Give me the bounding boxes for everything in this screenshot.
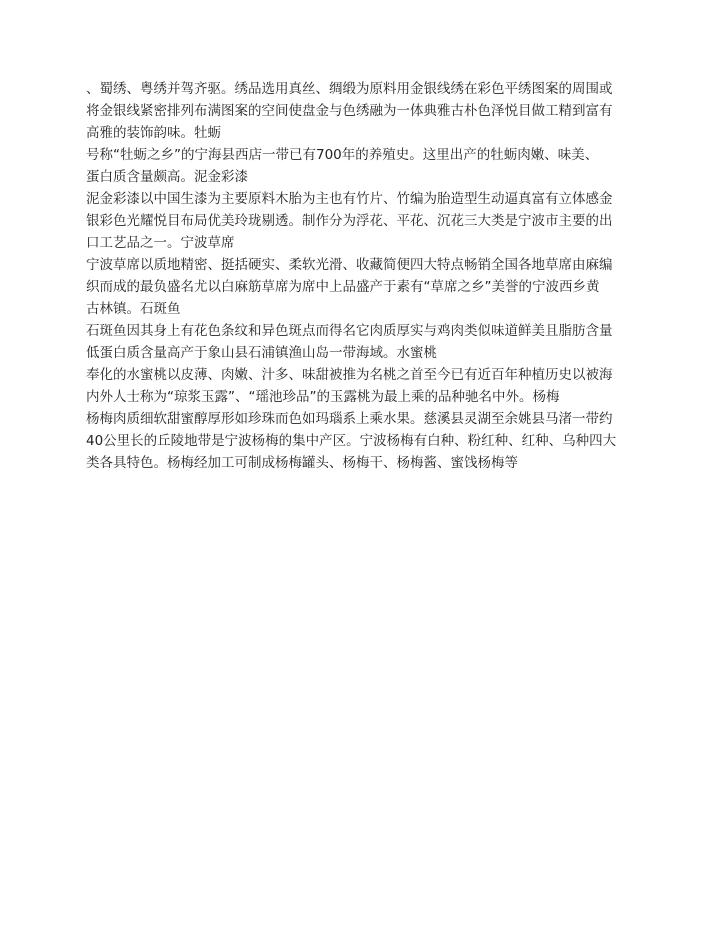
text-line: 杨梅肉质细软甜蜜醇厚形如珍珠而色如玛瑙系上乘水果。慈溪县灵湖至余姚县马渚一带约 [86, 411, 613, 427]
text-line: 石斑鱼因其身上有花色条纹和异色斑点而得名它肉质厚实与鸡肉类似味道鲜美且脂肪含量 [86, 323, 613, 339]
document-body [86, 78, 638, 474]
text-line: 、蜀绣、粤绣并驾齐驱。绣品选用真丝、绸缎为原料用金银线绣在彩色平绣图案的周围或 [86, 81, 613, 97]
text-line: 泥金彩漆以中国生漆为主要原料木胎为主也有竹片、竹编为胎造型生动逼真富有立体感金 [86, 191, 613, 207]
text-line: 号称“牡蛎之乡”的宁海县西店一带已有700年的养殖史。这里出产的牡蛎肉嫩、味美、 [86, 147, 599, 163]
text-line: 高雅的装饰韵味。牡蛎 [86, 125, 221, 141]
text-line: 古林镇。石斑鱼 [86, 301, 181, 317]
text-line: 蛋白质含量颇高。泥金彩漆 [86, 169, 248, 185]
text-line: 织而成的最负盛名尤以白麻筋草席为席中上品盛产于素有“草席之乡”美誉的宁波西乡黄 [86, 279, 600, 295]
text-line: 奉化的水蜜桃以皮薄、肉嫩、汁多、味甜被推为名桃之首至今已有近百年种植历史以被海 [86, 367, 613, 383]
text-line: 类各具特色。杨梅经加工可制成杨梅罐头、杨梅干、杨梅酱、蜜饯杨梅等 [86, 455, 518, 471]
text-line: 将金银线紧密排列布满图案的空间使盘金与色绣融为一体典雅古朴色泽悦目做工精到富有 [86, 103, 613, 119]
text-line: 银彩色光耀悦目布局优美玲珑剔透。制作分为浮花、平花、沉花三大类是宁波市主要的出 [86, 213, 613, 229]
text-line: 低蛋白质含量高产于象山县石浦镇渔山岛一带海域。水蜜桃 [86, 345, 437, 361]
text-line: 宁波草席以质地精密、挺括硬实、柔软光滑、收藏简便四大特点畅销全国各地草席由麻编 [86, 257, 613, 273]
text-line: 内外人士称为“琼浆玉露”、“瑶池珍品”的玉露桃为最上乘的品种驰名中外。杨梅 [86, 389, 560, 405]
text-line: 40公里长的丘陵地带是宁波杨梅的集中产区。宁波杨梅有白种、粉红种、红种、乌种四大 [86, 433, 617, 449]
text-line: 口工艺品之一。宁波草席 [86, 235, 235, 251]
